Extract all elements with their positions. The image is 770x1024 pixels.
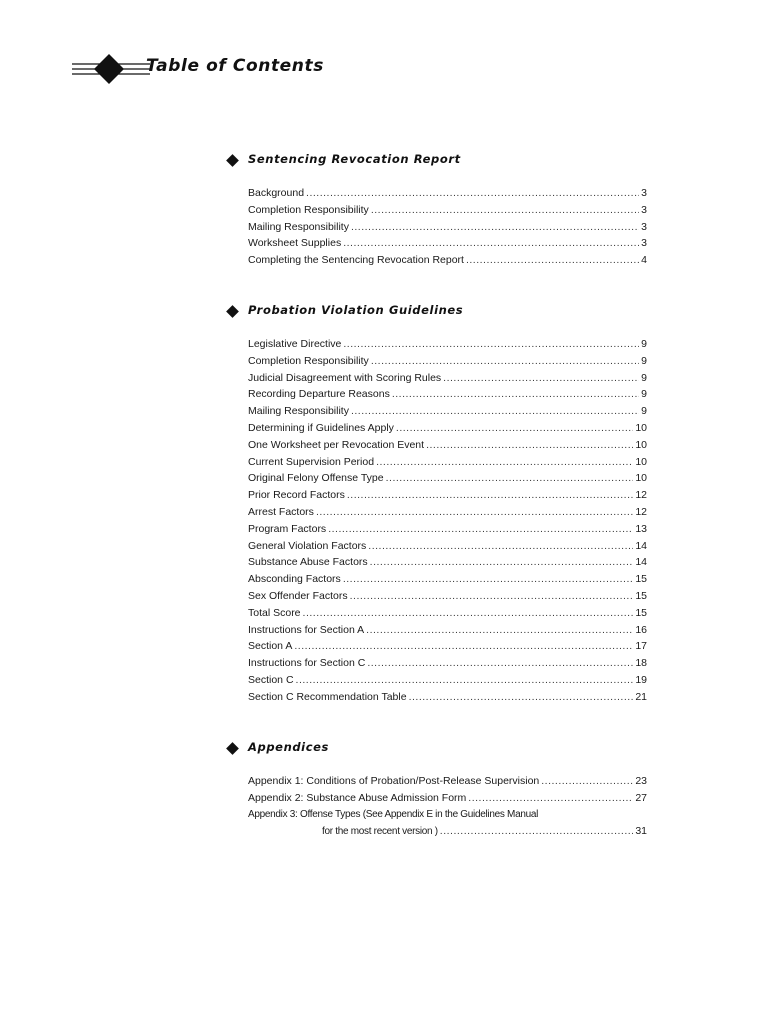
dot-leader [409,689,634,706]
toc-entry-multiline[interactable] [248,807,647,841]
toc-section-sentencing-revocation-report [225,152,650,269]
dot-leader [392,386,639,403]
dot-leader [350,588,634,605]
bullet-diamond-icon [226,154,239,167]
toc-entries [248,773,647,840]
dot-leader [386,470,634,487]
section-title: Probation Violation Guidelines [248,303,464,317]
toc-section-appendices [225,740,650,840]
dot-leader [296,672,634,689]
toc-entry[interactable]: Legislative Directive ..... 9 [248,336,647,353]
section-title: Sentencing Revocation Report [248,152,461,166]
toc-entry[interactable]: Appendix 2: Substance Abuse Admission Form ..... 27 [248,790,647,807]
bullet-diamond-icon [226,305,239,318]
toc-entry[interactable]: Total Score ..... 15 [248,605,647,622]
dot-leader [351,219,639,236]
bullet-diamond-icon [226,742,239,755]
dot-leader [367,655,633,672]
toc-entry[interactable]: General Violation Factors ..... 14 [248,538,647,555]
section-heading [225,303,650,325]
dot-leader [316,504,633,521]
dot-leader [371,202,639,219]
toc-entry[interactable]: Substance Abuse Factors ..... 14 [248,554,647,571]
toc-entry[interactable]: Prior Record Factors ..... 12 [248,487,647,504]
toc-entry[interactable]: Mailing Responsibility ..... 3 [248,219,647,236]
toc-entry[interactable]: Appendix 1: Conditions of Probation/Post-Release Supervision ..... 23 [248,773,647,790]
toc-entry[interactable]: Recording Departure Reasons ..... 9 [248,386,647,403]
page-header [72,52,412,86]
toc-entry[interactable]: Completing the Sentencing Revocation Report ..... 4 [248,252,647,269]
toc-entry[interactable]: Instructions for Section A ..... 16 [248,622,647,639]
toc-entry[interactable]: Section C ..... 19 [248,672,647,689]
toc-entry[interactable]: Mailing Responsibility ..... 9 [248,403,647,420]
page-title: Table of Contents [146,56,324,76]
dot-leader [541,773,633,790]
section-heading [225,152,650,174]
dot-leader [396,420,633,437]
toc-entry[interactable]: Completion Responsibility ..... 9 [248,353,647,370]
dot-leader [468,790,633,807]
dot-leader [370,554,634,571]
toc-entry[interactable]: Background ..... 3 [248,185,647,202]
section-heading [225,740,650,762]
toc-entry[interactable]: Completion Responsibility ..... 3 [248,202,647,219]
dot-leader [294,638,633,655]
toc-entry-line2: for the most recent version ) ..... 31 [248,823,647,840]
dot-leader [371,353,639,370]
dot-leader [347,487,633,504]
dot-leader [426,437,633,454]
dot-leader [303,605,634,622]
toc-entry[interactable]: Absconding Factors ..... 15 [248,571,647,588]
toc-entry[interactable]: Instructions for Section C ..... 18 [248,655,647,672]
toc-entry[interactable]: One Worksheet per Revocation Event ..... 10 [248,437,647,454]
dot-leader [376,454,633,471]
dot-leader [343,336,639,353]
toc-entry[interactable]: Worksheet Supplies ..... 3 [248,235,647,252]
toc-entry[interactable]: Judicial Disagreement with Scoring Rules ..... 9 [248,370,647,387]
toc-entry[interactable]: Sex Offender Factors ..... 15 [248,588,647,605]
dot-leader [351,403,639,420]
dot-leader [328,521,633,538]
toc-entry[interactable]: Program Factors ..... 13 [248,521,647,538]
toc-entry[interactable]: Determining if Guidelines Apply ..... 10 [248,420,647,437]
toc-entries [248,185,647,269]
dot-leader [466,252,639,269]
toc-entry[interactable]: Section A ..... 17 [248,638,647,655]
dot-leader [343,571,634,588]
header-diamond-ornament [72,52,150,86]
toc-entry[interactable]: Current Supervision Period ..... 10 [248,454,647,471]
dot-leader [366,622,633,639]
toc-entry[interactable]: Section C Recommendation Table ..... 21 [248,689,647,706]
toc-entry[interactable]: Arrest Factors ..... 12 [248,504,647,521]
dot-leader [443,370,639,387]
dot-leader [440,823,634,840]
toc-entries [248,336,647,706]
dot-leader [368,538,633,555]
toc-entry[interactable]: Original Felony Offense Type ..... 10 [248,470,647,487]
toc-entry-label-line1: Appendix 3: Offense Types (See Appendix E in the Guidelines Manual [248,808,539,820]
toc-section-probation-violation-guidelines [225,303,650,706]
dot-leader [343,235,639,252]
dot-leader [306,185,639,202]
section-title: Appendices [248,740,329,754]
